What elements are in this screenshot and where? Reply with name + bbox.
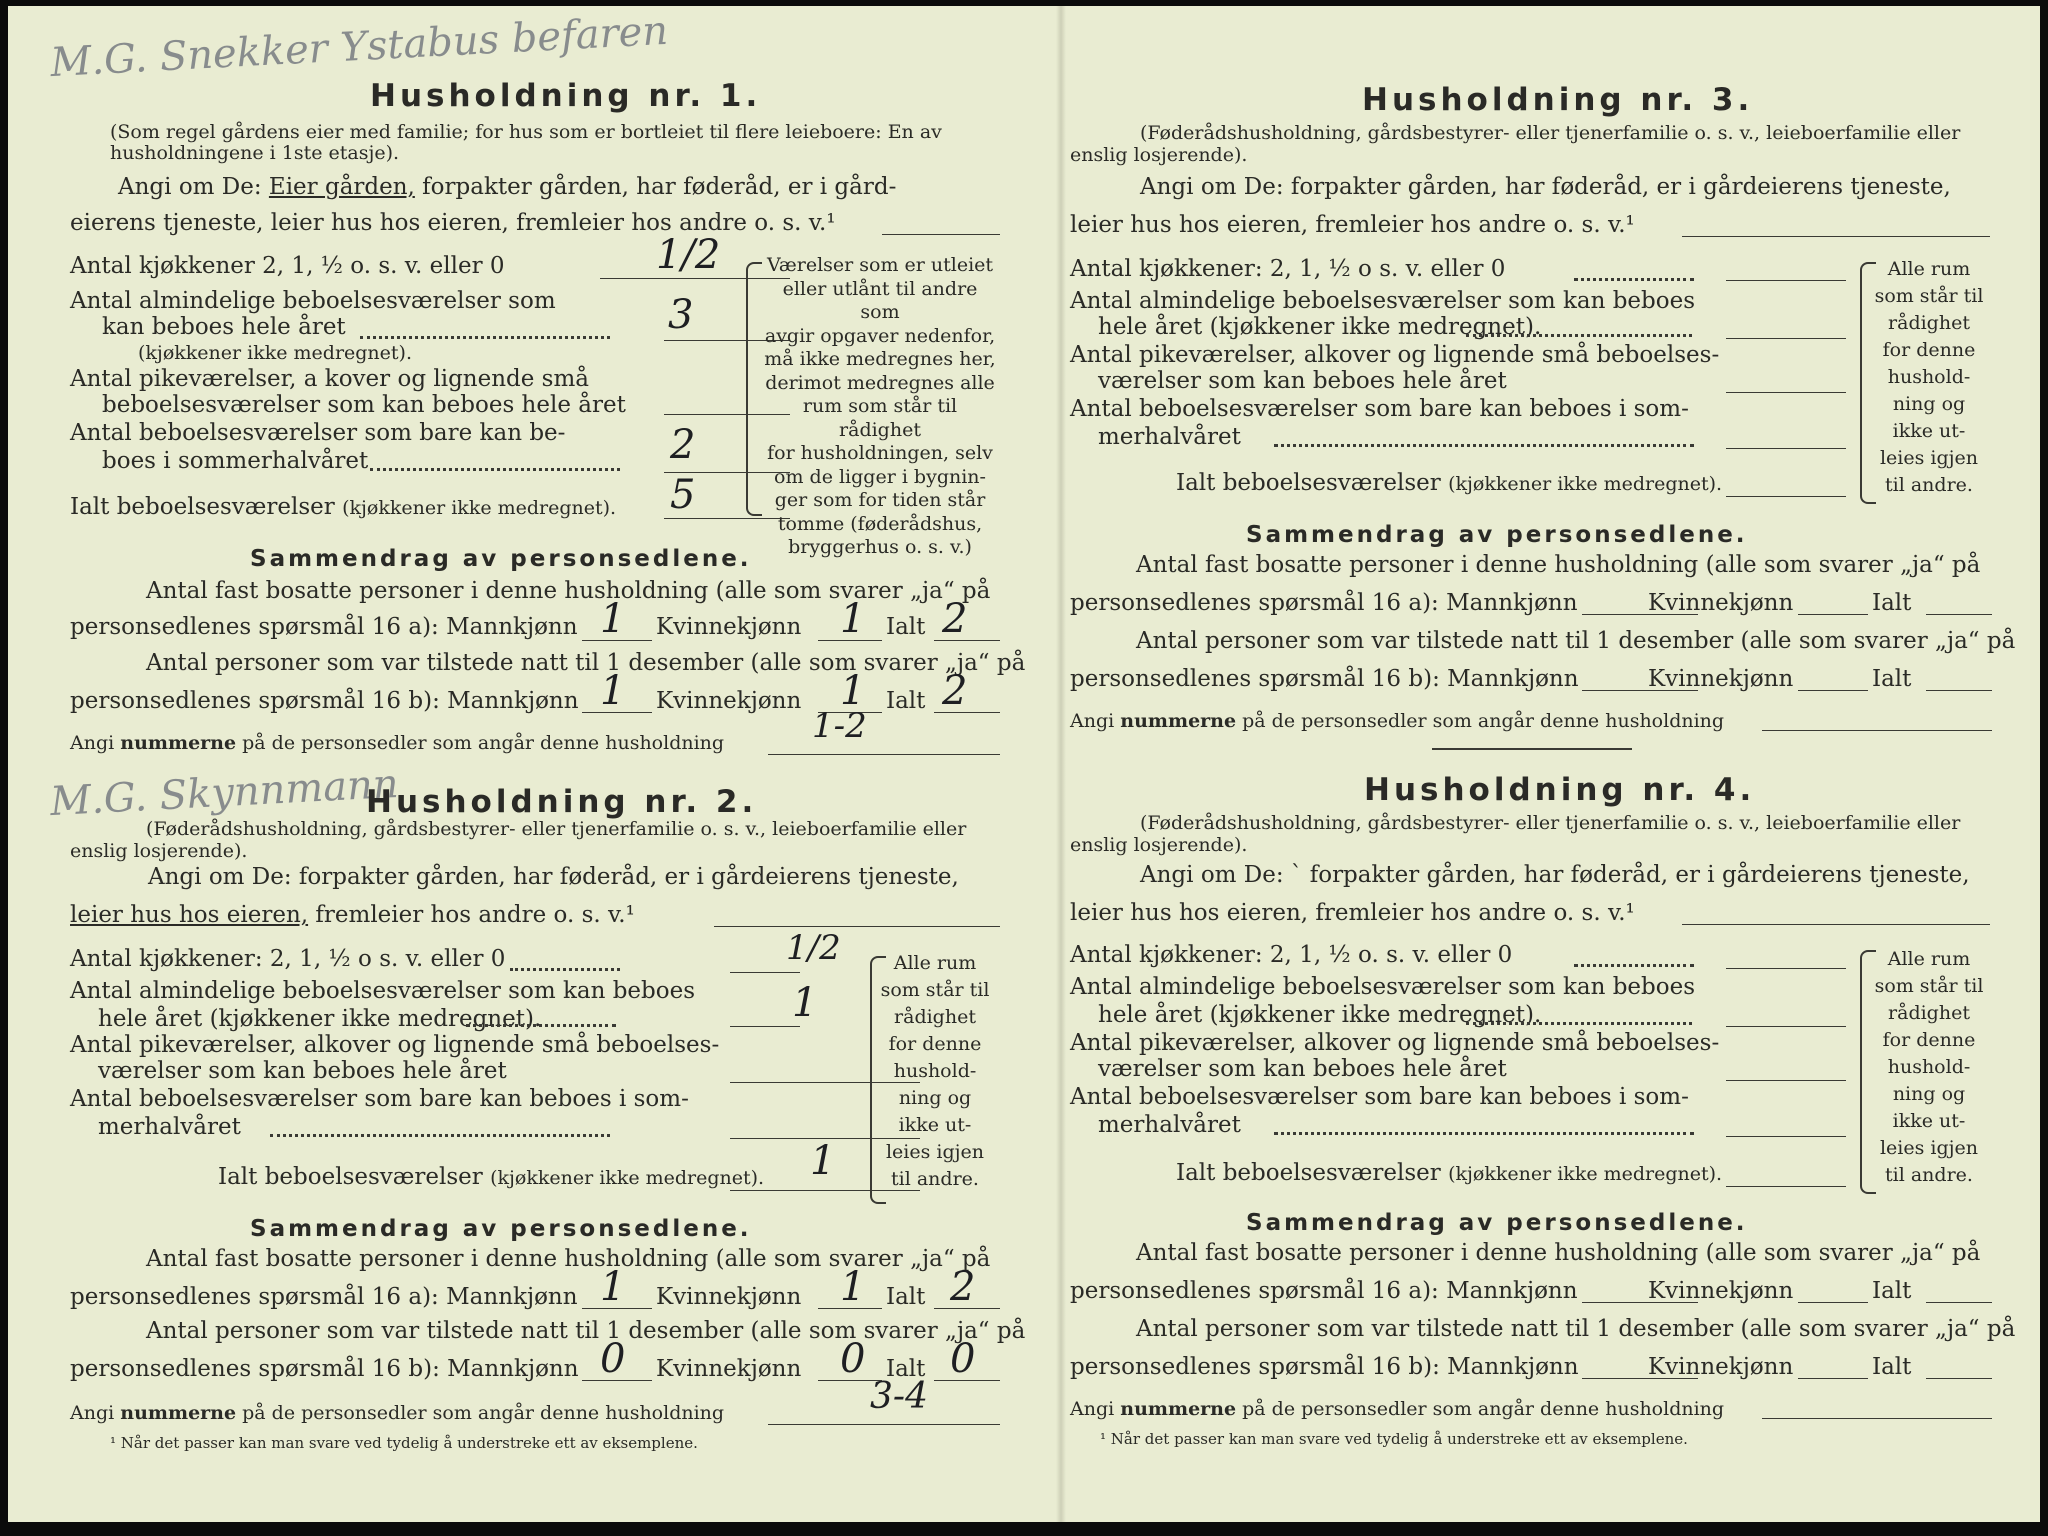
leader-dots (1466, 1022, 1692, 1025)
ordinary-rooms-value: 1 (792, 980, 818, 1026)
total-line (1726, 496, 1846, 497)
side-note-line: til andre. (891, 1168, 979, 1190)
present-line-1: Antal personer som var tilstede natt til 1 desember (alle som svarer „ja“ på (146, 1318, 1026, 1344)
resident-line-2: personsedlenes spørsmål 16 a): Mannkjønn (1070, 1278, 1578, 1304)
leader-dots (270, 1134, 610, 1137)
side-note-line: Alle rum (1887, 258, 1971, 280)
resident-total-value: 2 (950, 1264, 976, 1310)
resident-line-1: Antal fast bosatte personer i denne husholdning (alle som svarer „ja“ på (1136, 1240, 1981, 1266)
side-note (870, 950, 1000, 1193)
resident-line-2: personsedlenes spørsmål 16 a): Mannkjønn (70, 1284, 578, 1310)
angi-line-2: leier hus hos eieren, fremleier hos andre o. s. v.¹ (1070, 212, 1635, 238)
household-3-title: Husholdning nr. 3. (1362, 82, 1754, 118)
present-line-1: Antal personer som var tilstede natt til 1 desember (alle som svarer „ja“ på (146, 650, 1026, 676)
total-persons-line (1926, 690, 1992, 691)
present-total-value: 0 (950, 1336, 976, 1382)
numbers-value: 3-4 (870, 1376, 928, 1417)
total-rooms-value: 5 (670, 472, 696, 518)
side-note-line: for denne (1882, 1029, 1976, 1051)
ordinary-rooms-value: 3 (668, 292, 694, 338)
side-note-line: for denne (888, 1033, 982, 1055)
ordinary-rooms-label-1: Antal almindelige beboelsesværelser som kan beboes (1070, 288, 1696, 314)
female-label: Kvinnekjønn (656, 614, 802, 640)
numbers-label: Angi nummerne på de personsedler som angår denne husholdning (1070, 1398, 1725, 1420)
summer-rooms-label-1: Antal beboelsesværelser som bare kan beboes i som- (1070, 396, 1689, 422)
underlined-answer: leier hus hos eieren, (70, 902, 309, 928)
answer-line (882, 234, 1000, 235)
side-note-line: rådighet (1888, 1002, 1970, 1024)
total-label: Ialt (1872, 1278, 1912, 1304)
household-4-title: Husholdning nr. 4. (1364, 772, 1756, 808)
side-note-line: Værelser som er utleiet (766, 254, 994, 276)
total-rooms-label: Ialt beboelsesværelser (kjøkkener ikke medregnet). (1176, 470, 1723, 496)
side-note (1864, 256, 1994, 499)
total-persons-line (1926, 1378, 1992, 1379)
total-label: Ialt (1872, 590, 1912, 616)
female-label: Kvinnekjønn (1648, 1278, 1794, 1304)
angi-line-1: Angi om De: forpakter gården, har føderåd, er i gårdeierens tjeneste, (1140, 174, 1951, 200)
side-note-line: tomme (føderådshus, (777, 512, 983, 535)
female-label: Kvinnekjønn (1648, 590, 1794, 616)
side-note-line: ikke ut- (1892, 420, 1966, 442)
maid-rooms-label-1: Antal pikeværelser, alkover og lignende små beboelses- (70, 1032, 720, 1058)
resident-male-value: 1 (600, 1264, 626, 1310)
angi-line-1: Angi om De: ` forpakter gården, har føderåd, er i gårdeierens tjeneste, (1140, 862, 1970, 888)
side-note-line: om de ligger i bygnin- (774, 465, 986, 488)
female-label: Kvinnekjønn (656, 1284, 802, 1310)
ordinary-rooms-label-2: kan beboes hele året (102, 314, 346, 340)
present-line-2: personsedlenes spørsmål 16 b): Mannkjønn (1070, 1354, 1579, 1380)
side-note-line: hushold- (893, 1060, 977, 1082)
numbers-label: Angi nummerne på de personsedler som angår denne husholdning (1070, 710, 1725, 732)
kitchens-line (730, 972, 800, 973)
maid-line (1726, 392, 1846, 393)
household-3-note-2: enslig losjerende). (1070, 144, 1248, 166)
resident-total-value: 2 (942, 596, 968, 642)
leader-dots (1274, 444, 1694, 447)
kitchens-line (1726, 280, 1846, 281)
total-line (1726, 1186, 1846, 1187)
female-label: Kvinnekjønn (656, 688, 802, 714)
female-label: Kvinnekjønn (656, 1356, 802, 1382)
angi-line-2: leier hus hos eieren, fremleier hos andre o. s. v.¹ (70, 902, 635, 928)
female-label: Kvinnekjønn (1648, 1354, 1794, 1380)
numbers-label: Angi nummerne på de personsedler som angår denne husholdning (70, 1402, 725, 1424)
ordinary-line (730, 1026, 800, 1027)
resident-female-value: 1 (840, 1264, 866, 1310)
angi-line-1: Angi om De: Eier gården, forpakter gården, har føderåd, er i gård- (118, 174, 897, 200)
kitchens-label: Antal kjøkkener: 2, 1, ½ o s. v. eller 0 (1070, 256, 1506, 282)
answer-line (1682, 236, 1990, 237)
present-line-2: personsedlenes spørsmål 16 b): Mannkjønn (70, 688, 579, 714)
numbers-value: 1-2 (812, 706, 867, 746)
ordinary-rooms-label-2: hele året (kjøkkener ikke medregnet). (1098, 314, 1542, 340)
side-note-line: hushold- (1887, 366, 1971, 388)
summer-rooms-label-2: boes i sommerhalvåret (102, 448, 369, 474)
present-male-value: 1 (600, 668, 626, 714)
total-persons-line (1926, 614, 1992, 615)
leader-dots (370, 468, 620, 471)
total-rooms-label: Ialt beboelsesværelser (kjøkkener ikke medregnet). (218, 1164, 765, 1190)
summer-rooms-label-1: Antal beboelsesværelser som bare kan beboes i som- (1070, 1084, 1689, 1110)
side-note-line: derimot medregnes alle (765, 371, 995, 394)
summary-title: Sammendrag av personsedlene. (250, 1216, 752, 1242)
answer-line (714, 926, 1000, 927)
maid-rooms-label-2: beboelsesværelser som kan beboes hele året (102, 392, 626, 418)
present-line-2: personsedlenes spørsmål 16 b): Mannkjønn (1070, 666, 1579, 692)
summer-line (1726, 448, 1846, 449)
kitchens-label: Antal kjøkkener: 2, 1, ½ o s. v. eller 0 (70, 946, 506, 972)
female-line (1798, 1378, 1868, 1379)
summary-title: Sammendrag av personsedlene. (1246, 522, 1748, 548)
numbers-label: Angi nummerne på de personsedler som angår denne husholdning (70, 732, 725, 754)
maid-rooms-label-2: værelser som kan beboes hele året (1098, 1056, 1507, 1082)
female-line (1798, 1302, 1868, 1303)
resident-line-1: Antal fast bosatte personer i denne husholdning (alle som svarer „ja“ på (1136, 552, 1981, 578)
side-note-line: som står til (1874, 285, 1984, 307)
total-label: Ialt (886, 614, 926, 640)
present-female-value: 1 (840, 668, 866, 714)
summary-title: Sammendrag av personsedlene. (1246, 1210, 1748, 1236)
present-line-2: personsedlenes spørsmål 16 b): Mannkjønn (70, 1356, 579, 1382)
total-label: Ialt (1872, 666, 1912, 692)
leader-dots (1574, 964, 1694, 967)
side-note (760, 254, 1000, 560)
leader-dots (360, 336, 610, 339)
side-note-line: ning og (898, 1087, 972, 1109)
total-label: Ialt (886, 1284, 926, 1310)
side-note-line: ger som for tiden står (774, 489, 986, 511)
total-label: Ialt (886, 688, 926, 714)
side-note-line: som står til (1874, 975, 1984, 997)
ordinary-rooms-label-2: hele året (kjøkkener ikke medregnet). (98, 1006, 542, 1032)
side-note-line: for denne (1882, 339, 1976, 361)
household-1-title: Husholdning nr. 1. (370, 78, 762, 114)
side-note-line: ning og (1892, 393, 1966, 415)
ordinary-line (1726, 338, 1846, 339)
side-note-line: som står til (880, 979, 990, 1001)
side-note-line: hushold- (1887, 1056, 1971, 1078)
present-line-1: Antal personer som var tilstede natt til 1 desember (alle som svarer „ja“ på (1136, 1316, 2016, 1342)
kitchens-label: Antal kjøkkener 2, 1, ½ o. s. v. eller 0 (70, 253, 505, 279)
numbers-line (1762, 730, 1992, 731)
household-2-note-1: (Føderådshusholdning, gårdsbestyrer- eller tjenerfamilie o. s. v., leieboerfamilie eller (146, 818, 967, 840)
ordinary-line (1726, 1026, 1846, 1027)
female-line (1798, 690, 1868, 691)
side-note-line: leies igjen (1879, 1137, 1979, 1159)
side-note-line: rådighet (1888, 312, 1970, 334)
numbers-line (768, 754, 1000, 755)
total-rooms-label: Ialt beboelsesværelser (kjøkkener ikke medregnet). (70, 494, 617, 520)
side-note-line: ikke ut- (1892, 1110, 1966, 1132)
side-note-line: må ikke medregnes her, (764, 348, 996, 370)
female-line (1798, 614, 1868, 615)
present-female-value: 0 (840, 1336, 866, 1382)
handwritten-header: M.G. Snekker Ystabus befaren (49, 7, 670, 87)
ordinary-rooms-label-1: Antal almindelige beboelsesværelser som (70, 288, 556, 314)
kitchens-value: 1/2 (786, 928, 841, 968)
side-note-line: rum som står til rådighet (802, 395, 958, 441)
side-note (1864, 946, 1994, 1189)
summer-line (1726, 1136, 1846, 1137)
present-male-value: 0 (600, 1336, 626, 1382)
present-line-1: Antal personer som var tilstede natt til 1 desember (alle som svarer „ja“ på (1136, 628, 2016, 654)
household-4-note-1: (Føderådshusholdning, gårdsbestyrer- eller tjenerfamilie o. s. v., leieboerfamilie eller (1140, 812, 1961, 834)
total-label: Ialt (1872, 1354, 1912, 1380)
summer-rooms-label-1: Antal beboelsesværelser som bare kan beboes i som- (70, 1086, 689, 1112)
section-separator (1432, 748, 1632, 750)
underlined-answer: Eier gården, (268, 174, 415, 200)
answer-line (1682, 924, 1990, 925)
household-4-note-2: enslig losjerende). (1070, 834, 1248, 856)
household-2-title: Husholdning nr. 2. (366, 784, 758, 820)
leader-dots (1274, 1132, 1694, 1135)
side-note-line: for husholdningen, selv (767, 442, 993, 464)
summer-rooms-label-1: Antal beboelsesværelser som bare kan be- (70, 420, 566, 446)
female-label: Kvinnekjønn (1648, 666, 1794, 692)
household-1-note: (Som regel gårdens eier med familie; for hus som er bortleiet til flere leieboere: En av husholdningene i 1ste etasje). (110, 121, 942, 164)
numbers-line (768, 1424, 1000, 1425)
resident-line-1: Antal fast bosatte personer i denne husholdning (alle som svarer „ja“ på (146, 1246, 991, 1272)
leader-dots (1574, 278, 1694, 281)
maid-rooms-label-1: Antal pikeværelser, alkover og lignende små beboelses- (1070, 1030, 1720, 1056)
side-note-line: bryggerhus o. s. v.) (788, 536, 972, 558)
kitchens-label: Antal kjøkkener: 2, 1, ½ o. s. v. eller 0 (1070, 942, 1513, 968)
summer-rooms-value: 2 (670, 422, 696, 468)
ordinary-rooms-label-1: Antal almindelige beboelsesværelser som kan beboes (70, 978, 696, 1004)
resident-male-value: 1 (600, 596, 626, 642)
kitchens-line (1726, 968, 1846, 969)
handwritten-header: M.G. Skynnmann (49, 760, 400, 826)
total-rooms-value: 1 (810, 1138, 836, 1184)
side-note-line: ning og (1892, 1083, 1966, 1105)
maid-rooms-label-2: værelser som kan beboes hele året (1098, 368, 1507, 394)
resident-line-1: Antal fast bosatte personer i denne husholdning (alle som svarer „ja“ på (146, 578, 991, 604)
leader-dots (1466, 334, 1692, 337)
ordinary-rooms-label-1: Antal almindelige beboelsesværelser som kan beboes (1070, 974, 1696, 1000)
page-fold (1056, 6, 1066, 1522)
leader-dots (510, 968, 620, 971)
kitchens-value: 1/2 (656, 232, 721, 278)
footnote: ¹ Når det passer kan man svare ved tydelig å understreke ett av eksemplene. (110, 1434, 698, 1452)
summer-rooms-label-2: merhalvåret (1098, 424, 1241, 450)
angi-line-2: leier hus hos eieren, fremleier hos andre o. s. v.¹ (1070, 900, 1635, 926)
angi-line-2: eierens tjeneste, leier hus hos eieren, fremleier hos andre o. s. v.¹ (70, 210, 836, 236)
total-rooms-label: Ialt beboelsesværelser (kjøkkener ikke medregnet). (1176, 1160, 1723, 1186)
side-note-line: leies igjen (1879, 447, 1979, 469)
summer-rooms-label-2: merhalvåret (98, 1114, 241, 1140)
maid-rooms-label-1: Antal pikeværelser, alkover og lignende små beboelses- (1070, 342, 1720, 368)
resident-female-value: 1 (840, 596, 866, 642)
maid-rooms-label-2: værelser som kan beboes hele året (98, 1058, 507, 1084)
maid-rooms-label-1: Antal pikeværelser, a kover og lignende små (70, 366, 589, 392)
census-sheet (8, 6, 2040, 1522)
side-note-line: rådighet (894, 1006, 976, 1028)
maid-line (1726, 1080, 1846, 1081)
ordinary-rooms-note: (kjøkkener ikke medregnet). (138, 342, 412, 364)
household-3-note-1: (Føderådshusholdning, gårdsbestyrer- eller tjenerfamilie o. s. v., leieboerfamilie eller (1140, 122, 1961, 144)
summary-title: Sammendrag av personsedlene. (250, 546, 752, 572)
numbers-line (1762, 1418, 1992, 1419)
side-note-line: avgir opgaver nedenfor, (764, 324, 996, 347)
ordinary-rooms-label-2: hele året (kjøkkener ikke medregnet). (1098, 1002, 1542, 1028)
side-note-line: ikke ut- (898, 1114, 972, 1136)
side-note-line: leies igjen (885, 1141, 985, 1163)
angi-line-1: Angi om De: forpakter gården, har føderåd, er i gårdeierens tjeneste, (148, 864, 959, 890)
total-persons-line (1926, 1302, 1992, 1303)
side-note-line: til andre. (1885, 1164, 1973, 1186)
total-label: Ialt (886, 1356, 926, 1382)
side-note-line: Alle rum (1887, 948, 1971, 970)
resident-line-2: personsedlenes spørsmål 16 a): Mannkjønn (1070, 590, 1578, 616)
side-note-line: Alle rum (893, 952, 977, 974)
summer-rooms-label-2: merhalvåret (1098, 1112, 1241, 1138)
footnote: ¹ Når det passer kan man svare ved tydelig å understreke ett av eksemplene. (1100, 1430, 1688, 1448)
side-note-line: til andre. (1885, 474, 1973, 496)
household-2-note-2: enslig losjerende). (70, 840, 248, 862)
present-total-value: 2 (942, 668, 968, 714)
resident-line-2: personsedlenes spørsmål 16 a): Mannkjønn (70, 614, 578, 640)
side-note-line: eller utlånt til andre som (782, 277, 978, 323)
leader-dots (466, 1024, 616, 1027)
